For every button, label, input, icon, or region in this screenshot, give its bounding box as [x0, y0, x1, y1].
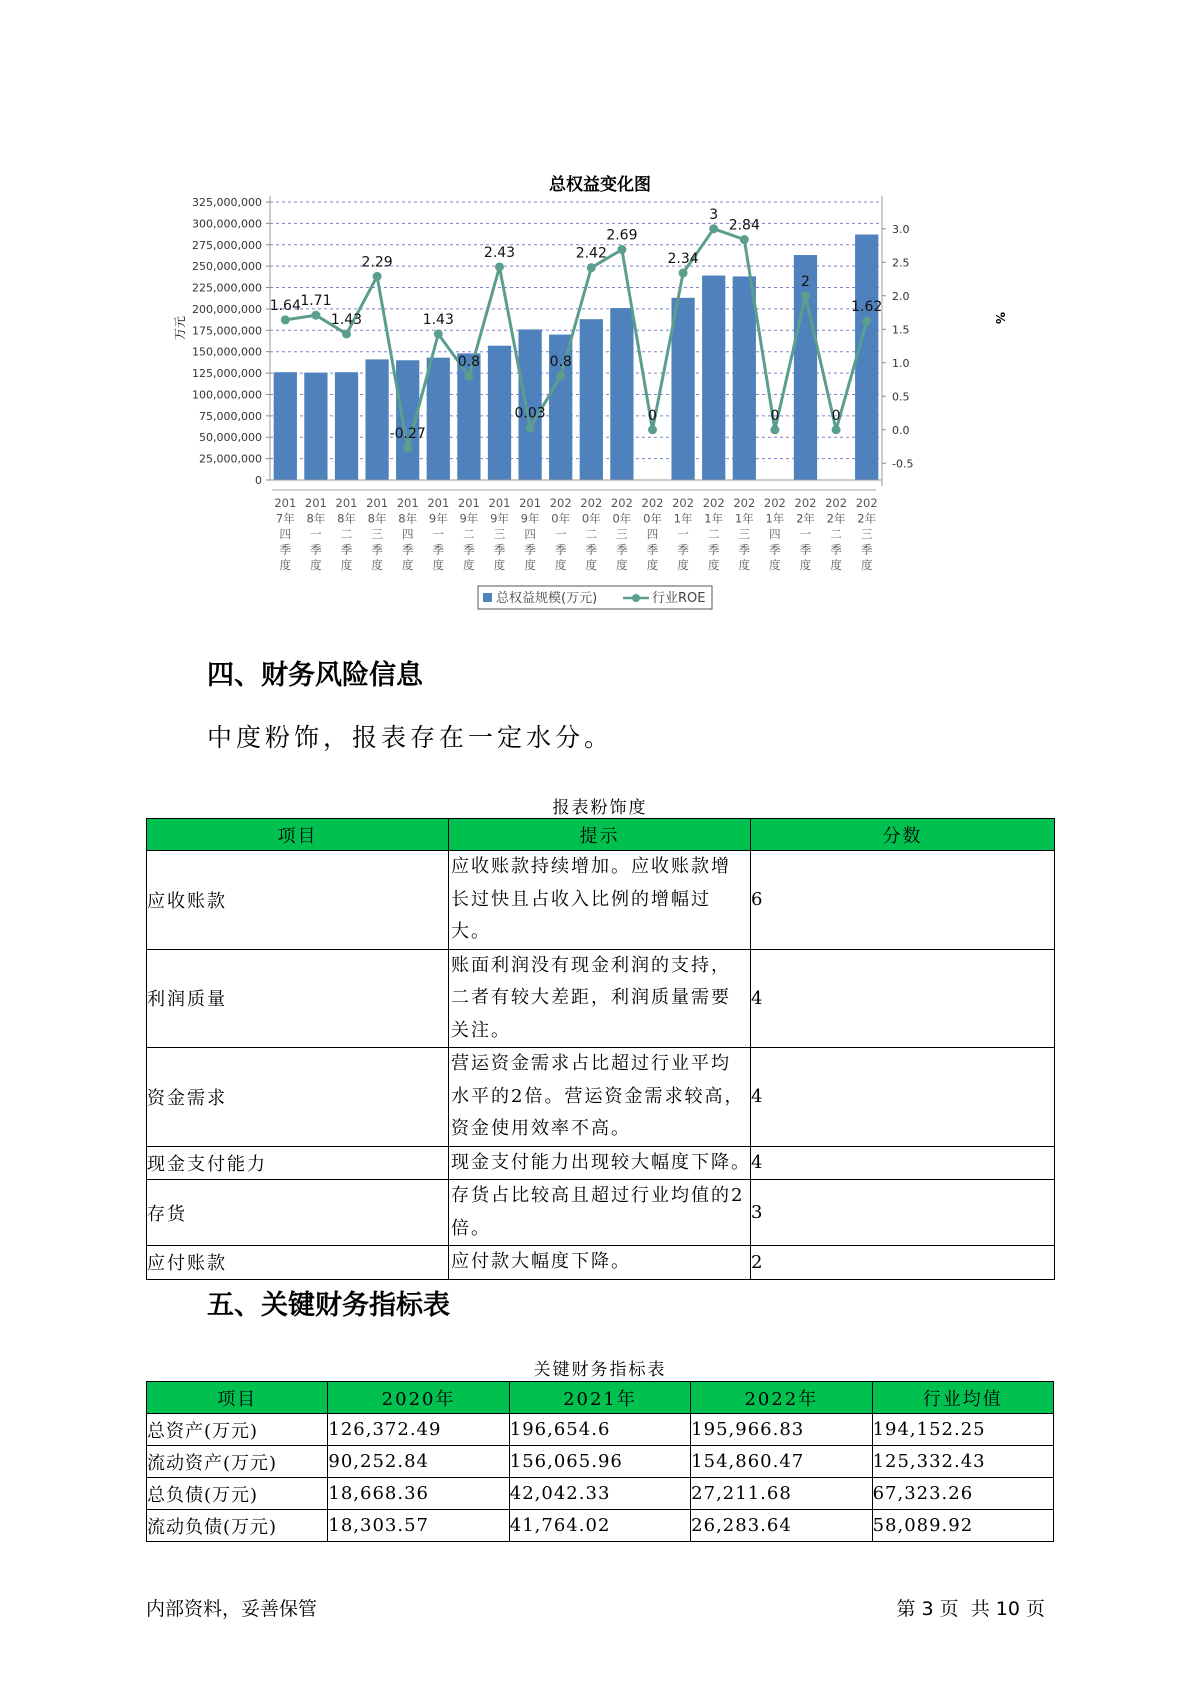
x-tick-label: 度 — [860, 558, 873, 572]
x-tick-label: 9年 — [459, 511, 479, 526]
roe-point — [862, 317, 871, 326]
roe-point — [464, 372, 473, 381]
row-item: 存货 — [147, 1180, 449, 1246]
right-tick-label: 0.5 — [892, 390, 910, 404]
x-tick-label: 季 — [401, 542, 414, 557]
x-tick-label: 0年 — [551, 511, 571, 526]
row-score: 3 — [751, 1180, 1055, 1246]
kpi-table — [146, 1381, 1054, 1542]
roe-point — [709, 224, 718, 233]
x-tick-label: 季 — [340, 542, 353, 557]
x-tick-label: 0年 — [612, 511, 632, 526]
x-tick-label: 202 — [702, 496, 725, 510]
x-tick-label: 202 — [855, 496, 878, 510]
x-tick-label: 季 — [524, 542, 536, 557]
roe-point — [832, 425, 841, 434]
roe-data-label: 2 — [801, 273, 810, 290]
roe-data-label: -0.27 — [389, 425, 426, 442]
x-tick-label: 度 — [493, 558, 506, 572]
bar — [518, 329, 541, 480]
x-tick-label: 一 — [310, 527, 322, 541]
cell: 154,860.47 — [691, 1446, 872, 1478]
x-tick-label: 二 — [707, 527, 720, 541]
roe-point — [587, 263, 596, 272]
footer-confidential: 内部资料，妥善保管 — [146, 1598, 318, 1620]
x-tick-label: 三 — [860, 527, 873, 541]
x-tick-label: 季 — [799, 542, 812, 557]
x-tick-label: 季 — [646, 542, 659, 557]
x-tick-label: 202 — [610, 496, 633, 510]
x-tick-label: 季 — [493, 542, 506, 557]
cell: 196,654.6 — [509, 1414, 690, 1446]
equity-change-chart — [160, 160, 1007, 630]
cell: 90,252.84 — [328, 1446, 509, 1478]
cell: 194,152.25 — [872, 1414, 1053, 1446]
bar — [365, 359, 388, 480]
x-tick-label: 201 — [366, 496, 389, 510]
table-row — [147, 1146, 1055, 1180]
header-score: 分数 — [751, 819, 1055, 851]
table-row — [147, 1478, 1054, 1510]
roe-data-label: 0.8 — [457, 354, 481, 371]
x-tick-label: 度 — [707, 558, 720, 572]
x-tick-label: 1年 — [673, 511, 693, 526]
roe-point — [526, 423, 535, 432]
row-item: 利润质量 — [147, 949, 449, 1048]
table-row — [147, 851, 1055, 950]
legend-line-label: 行业ROE — [652, 591, 706, 606]
chart-title: 总权益变化图 — [549, 175, 651, 195]
row-score: 4 — [751, 1048, 1055, 1147]
x-tick-label: 201 — [488, 496, 511, 510]
x-tick-label: 8年 — [337, 511, 356, 526]
cell: 26,283.64 — [691, 1510, 872, 1542]
table-header-row — [147, 1382, 1054, 1414]
bar — [335, 372, 358, 480]
left-tick-label: 50,000,000 — [199, 431, 262, 445]
roe-point — [770, 425, 779, 434]
section5-heading: 五、关键财务指标表 — [207, 1290, 450, 1321]
x-tick-label: 8年 — [306, 511, 326, 526]
x-tick-label: 1年 — [704, 511, 724, 526]
row-item: 资金需求 — [147, 1048, 449, 1147]
x-tick-label: 度 — [524, 558, 536, 572]
x-tick-label: 季 — [769, 542, 781, 557]
bar — [427, 358, 450, 480]
x-tick-label: 度 — [463, 558, 475, 572]
x-tick-label: 季 — [310, 542, 322, 557]
header-item: 项目 — [147, 1382, 328, 1414]
cell: 67,323.26 — [872, 1478, 1053, 1510]
left-tick-label: 175,000,000 — [192, 324, 262, 338]
left-tick-label: 150,000,000 — [192, 345, 262, 359]
x-tick-label: 202 — [549, 496, 572, 510]
roe-point — [434, 329, 443, 338]
roe-point — [617, 245, 626, 254]
left-tick-label: 25,000,000 — [199, 452, 262, 466]
x-tick-label: 1年 — [765, 511, 785, 526]
bar — [304, 373, 327, 480]
x-tick-label: 季 — [677, 542, 689, 557]
roe-point — [342, 329, 351, 338]
left-tick-label: 325,000,000 — [192, 196, 262, 209]
x-tick-label: 四 — [279, 527, 292, 541]
header-tip: 提示 — [449, 819, 751, 851]
right-tick-label: 0.0 — [892, 423, 910, 437]
x-tick-label: 201 — [335, 496, 358, 510]
x-tick-label: 201 — [304, 496, 327, 510]
row-tip: 应付款大幅度下降。 — [449, 1246, 751, 1280]
x-tick-label: 四 — [769, 527, 781, 541]
row-score: 6 — [751, 851, 1055, 950]
left-tick-label: 225,000,000 — [192, 281, 262, 295]
x-tick-label: 三 — [616, 527, 628, 541]
right-tick-label: 1.0 — [892, 356, 910, 370]
roe-point — [373, 272, 382, 281]
x-tick-label: 度 — [769, 558, 781, 572]
x-tick-label: 三 — [738, 527, 751, 541]
row-tip: 营运资金需求占比超过行业平均水平的2倍。营运资金需求较高，资金使用效率不高。 — [449, 1048, 751, 1147]
cell: 195,966.83 — [691, 1414, 872, 1446]
roe-point — [311, 311, 320, 320]
x-tick-label: 度 — [799, 558, 812, 572]
section4-heading: 四、财务风险信息 — [207, 660, 423, 691]
x-tick-label: 三 — [371, 527, 383, 541]
x-tick-label: 2年 — [826, 511, 846, 526]
left-tick-label: 250,000,000 — [192, 260, 262, 274]
right-tick-label: 2.0 — [892, 289, 910, 303]
right-axis-label: % — [993, 311, 1007, 325]
x-tick-label: 四 — [401, 527, 414, 541]
x-tick-label: 度 — [585, 558, 598, 572]
x-tick-label: 度 — [554, 558, 567, 572]
x-tick-label: 二 — [830, 527, 842, 541]
x-tick-label: 度 — [371, 558, 383, 572]
x-tick-label: 0年 — [643, 511, 662, 526]
roe-point — [679, 269, 688, 278]
roe-data-label: 3 — [709, 206, 719, 223]
x-tick-label: 度 — [646, 558, 659, 572]
table-caption-kpi: 关键财务指标表 — [533, 1360, 667, 1380]
row-tip: 存货占比较高且超过行业均值的2倍。 — [449, 1180, 751, 1246]
row-item: 现金支付能力 — [147, 1146, 449, 1180]
x-tick-label: 季 — [371, 542, 383, 557]
table-row — [147, 1414, 1054, 1446]
chart-grid — [270, 202, 882, 480]
bar — [702, 276, 725, 480]
bar — [610, 308, 633, 480]
row-item: 应付账款 — [147, 1246, 449, 1280]
x-tick-label: 201 — [396, 496, 419, 510]
cell: 58,089.92 — [872, 1510, 1053, 1542]
row-score: 4 — [751, 1146, 1055, 1180]
x-tick-label: 度 — [616, 558, 628, 572]
cell: 18,303.57 — [328, 1510, 509, 1542]
x-tick-label: 9年 — [428, 511, 448, 526]
x-tick-label: 一 — [432, 527, 445, 541]
x-tick-label: 202 — [580, 496, 603, 510]
roe-data-label: 0.03 — [514, 405, 546, 422]
cell: 125,332.43 — [872, 1446, 1053, 1478]
roe-data-label: 1.62 — [851, 299, 883, 316]
risk-summary: 中度粉饰，报表存在一定水分。 — [207, 723, 614, 752]
x-tick-label: 一 — [677, 527, 689, 541]
x-tick-label: 8年 — [367, 511, 387, 526]
x-tick-label: 度 — [830, 558, 842, 572]
x-tick-label: 二 — [340, 527, 353, 541]
roe-point — [495, 262, 504, 271]
roe-data-label: 1.71 — [300, 293, 332, 310]
roe-data-label: 2.69 — [606, 227, 638, 244]
bar — [274, 372, 297, 480]
bar — [488, 346, 511, 480]
roe-data-label: 2.29 — [361, 254, 393, 271]
x-tick-label: 202 — [763, 496, 786, 510]
x-tick-label: 一 — [554, 527, 567, 541]
cell: 41,764.02 — [509, 1510, 690, 1542]
x-tick-label: 202 — [641, 496, 664, 510]
roe-point — [801, 291, 810, 300]
x-tick-label: 季 — [616, 542, 628, 557]
x-tick-label: 季 — [432, 542, 445, 557]
x-tick-label: 季 — [860, 542, 873, 557]
x-tick-label: 度 — [677, 558, 689, 572]
table-row — [147, 1510, 1054, 1542]
x-tick-label: 202 — [672, 496, 695, 510]
table-row — [147, 1246, 1055, 1280]
roe-point — [648, 425, 657, 434]
roe-data-label: 2.84 — [728, 217, 760, 234]
chart-legend — [478, 586, 712, 609]
row-tip: 账面利润没有现金利润的支持，二者有较大差距，利润质量需要关注。 — [449, 949, 751, 1048]
x-tick-label: 202 — [794, 496, 817, 510]
row-tip: 应收账款持续增加。应收账款增长过快且占收入比例的增幅过大。 — [449, 851, 751, 950]
x-tick-label: 201 — [274, 496, 297, 510]
x-tick-label: 201 — [457, 496, 480, 510]
cell: 总资产(万元) — [147, 1414, 328, 1446]
table-header-row — [147, 819, 1055, 851]
x-tick-label: 四 — [646, 527, 659, 541]
left-tick-label: 0 — [255, 474, 262, 487]
x-tick-label: 四 — [524, 527, 536, 541]
roe-data-label: 0 — [770, 407, 780, 424]
left-tick-label: 100,000,000 — [192, 388, 262, 402]
x-tick-label: 二 — [585, 527, 598, 541]
bar — [855, 235, 878, 480]
row-score: 2 — [751, 1246, 1055, 1280]
x-tick-label: 二 — [463, 527, 475, 541]
roe-data-label: 2.43 — [483, 244, 516, 261]
header-2021: 2021年 — [509, 1382, 690, 1414]
table-row — [147, 1048, 1055, 1147]
roe-data-label: 0.8 — [549, 354, 572, 371]
table-row — [147, 1446, 1054, 1478]
cell: 流动负债(万元) — [147, 1510, 328, 1542]
right-tick-label: -0.5 — [892, 457, 914, 471]
cell: 总负债(万元) — [147, 1478, 328, 1510]
legend-bar-label: 总权益规模(万元) — [496, 591, 598, 606]
x-tick-label: 季 — [554, 542, 567, 557]
left-tick-label: 275,000,000 — [192, 238, 262, 252]
x-tick-label: 202 — [825, 496, 848, 510]
footer-page-number: 第 3 页 共 10 页 — [896, 1598, 1045, 1620]
cell: 126,372.49 — [328, 1414, 509, 1446]
cell: 18,668.36 — [328, 1478, 509, 1510]
bar-series — [274, 235, 879, 480]
x-tick-label: 度 — [432, 558, 445, 572]
roe-point — [556, 372, 565, 381]
x-tick-label: 8年 — [398, 511, 418, 526]
header-2022: 2022年 — [691, 1382, 872, 1414]
header-2020: 2020年 — [328, 1382, 509, 1414]
roe-data-label: 0 — [831, 407, 841, 424]
x-tick-label: 一 — [799, 527, 812, 541]
legend-line-swatch — [632, 594, 640, 602]
cell: 流动资产(万元) — [147, 1446, 328, 1478]
left-tick-label: 75,000,000 — [199, 409, 262, 423]
left-tick-label: 200,000,000 — [192, 302, 262, 316]
roe-point — [281, 315, 290, 324]
x-tick-label: 三 — [493, 527, 506, 541]
cell: 42,042.33 — [509, 1478, 690, 1510]
roe-data-label: 0 — [648, 407, 657, 424]
right-tick-label: 2.5 — [892, 256, 910, 270]
x-tick-label: 201 — [427, 496, 450, 510]
row-score: 4 — [751, 949, 1055, 1048]
x-tick-label: 季 — [585, 542, 598, 557]
right-tick-label: 1.5 — [892, 323, 910, 337]
row-tip: 现金支付能力出现较大幅度下降。 — [449, 1146, 751, 1180]
x-tick-label: 季 — [830, 542, 842, 557]
x-tick-label: 7年 — [275, 511, 295, 526]
risk-table — [146, 818, 1055, 1280]
header-item: 项目 — [147, 819, 449, 851]
x-tick-label: 度 — [401, 558, 414, 572]
x-tick-label: 2年 — [857, 511, 877, 526]
roe-data-label: 2.34 — [667, 251, 699, 268]
table-caption-risk: 报表粉饰度 — [552, 798, 648, 818]
roe-data-label: 1.43 — [330, 311, 363, 328]
header-industry-avg: 行业均值 — [872, 1382, 1053, 1414]
x-tick-label: 季 — [279, 542, 292, 557]
legend-bar-swatch — [483, 593, 492, 602]
x-tick-label: 度 — [310, 558, 322, 572]
x-tick-label: 202 — [733, 496, 756, 510]
table-row — [147, 1180, 1055, 1246]
x-tick-label: 201 — [519, 496, 542, 510]
roe-data-label: 1.43 — [422, 311, 454, 328]
x-tick-label: 1年 — [734, 511, 754, 526]
bar — [580, 319, 603, 480]
left-axis-label: 万元 — [173, 315, 187, 341]
roe-data-label: 2.42 — [575, 245, 607, 262]
bar — [671, 298, 694, 480]
x-tick-label: 季 — [463, 542, 475, 557]
x-tick-label: 季 — [738, 542, 751, 557]
table-row — [147, 949, 1055, 1048]
x-tick-label: 9年 — [490, 511, 509, 526]
row-item: 应收账款 — [147, 851, 449, 950]
x-tick-label: 度 — [738, 558, 751, 572]
roe-data-label: 1.64 — [269, 297, 301, 314]
cell: 156,065.96 — [509, 1446, 690, 1478]
x-tick-label: 9年 — [520, 511, 540, 526]
left-tick-label: 300,000,000 — [192, 217, 262, 231]
cell: 27,211.68 — [691, 1478, 872, 1510]
x-tick-label: 度 — [340, 558, 353, 572]
x-tick-label: 度 — [279, 558, 292, 572]
roe-point — [740, 235, 749, 244]
x-tick-label: 季 — [707, 542, 720, 557]
bar — [733, 276, 756, 480]
roe-point — [403, 443, 412, 452]
right-tick-label: 3.0 — [892, 222, 910, 236]
left-tick-label: 125,000,000 — [192, 367, 262, 381]
x-tick-label: 0年 — [581, 511, 601, 526]
x-tick-label: 2年 — [796, 511, 815, 526]
